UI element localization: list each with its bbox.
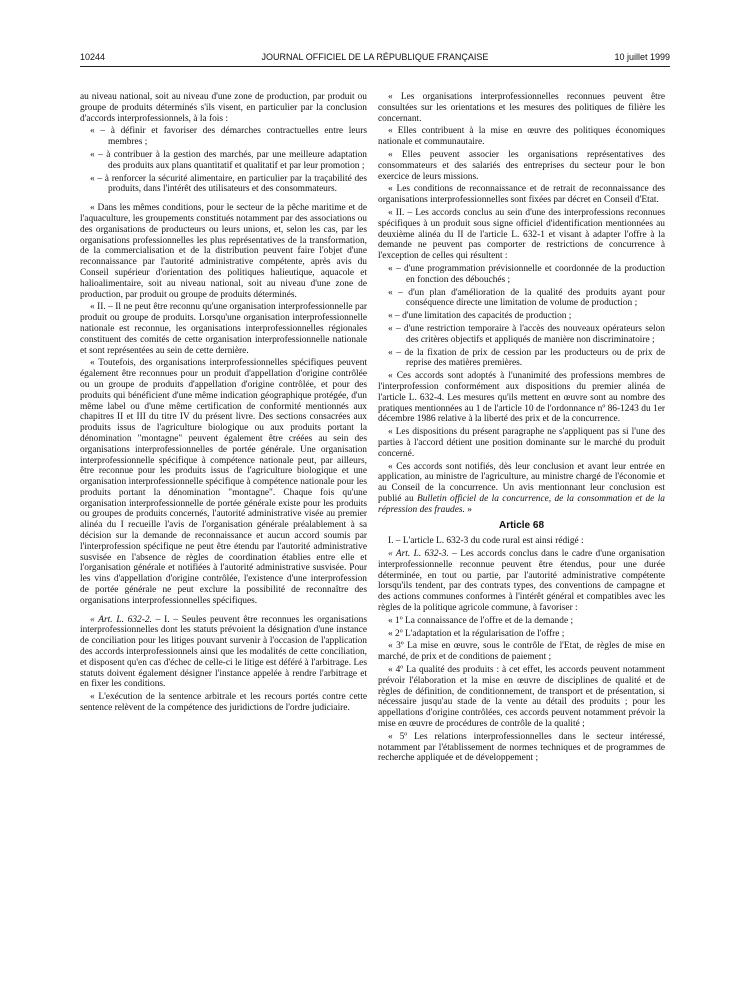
numbered-item: « 1º La connaissance de l'offre et de la demande ; <box>388 615 574 626</box>
list-item: « – d'une limitation des capacités de production ; <box>388 311 572 322</box>
numbered-item: « 4º La qualité des produits : à cet effet, les accords peuvent notamment prévoir l'élaboration et la mise en œuvre de disciplines de qualité et de règles de définition, de conditionnement, de transport et de présentation, si nécessaire jusqu'au stade de la vente au détail des produits ; pour les appellations d'origine contrôlées, ces accords peuvent notamment prévoir la mise en œuvre de procédures de contrôle de la qualité ; <box>378 665 665 730</box>
paragraph-text: – Les accords conclus dans le cadre d'une organisation interprofessionnelle reconnue peuvent être étendus, pour une durée déterminée, en tout ou partie, par l'autorité administrative compétente lorsqu'ils tendent, par des contrats types, des conventions de campagne et des actions communes conformes à l'intérêt général et compatibles avec les règles de la politique agricole commune, à favoriser : <box>378 549 665 614</box>
list-item: « – de la fixation de prix de cession par les producteurs ou de prix de reprise des matières premières. <box>388 347 665 369</box>
page-number: 10244 <box>80 52 106 62</box>
list-item: « – d'une programmation prévisionnelle et coordonnée de la production en fonction des débouchés ; <box>388 263 665 285</box>
numbered-item: « 2º L'adaptation et la régularisation de l'offre ; <box>388 628 565 639</box>
header-rule <box>80 66 670 67</box>
paragraph: « Les dispositions du présent paragraphe ne s'appliquent pas si l'une des parties à l'accord détient une position dominante sur le marché du produit concerné. <box>378 427 665 459</box>
paragraph: « Dans les mêmes conditions, pour le secteur de la pêche maritime et de l'aquaculture, les groupements constitués notamment par des associations ou des organisations de producteurs ou leurs unions, et, selon les cas, par les organisations professionnelles les plus représentatives de la transformation, de la commercialisation et de la distribution peuvent faire l'objet d'une reconnaissance par l'autorité administrative compétente, après avis du Conseil supérieur d'orientation des politiques halieutique, aquacole et halioalimentaire, soit au niveau national, soit au niveau d'une zone de production, par produit ou groupe de produits déterminés. <box>80 203 367 300</box>
list-item: « – à contribuer à la gestion des marchés, par une meilleure adaptation des produits aux plans quantitatif et qualitatif et par leur promotion ; <box>90 149 367 171</box>
list-item: « – à renforcer la sécurité alimentaire, en particulier par la traçabilité des produits, dans l'intérêt des utilisateurs et des consommateurs. <box>90 173 367 195</box>
numbered-item: « 5º Les relations interprofessionnelles dans le secteur intéressé, notamment par l'établissement de normes techniques et de programmes de recherche appliquée et de développement ; <box>378 731 665 764</box>
left-column <box>80 92 367 716</box>
closing-quote: » <box>464 504 472 515</box>
list-item: « – d'une restriction temporaire à l'accès des nouveaux opérateurs selon des critères objectifs et appliqués de manière non discriminatoire ; <box>388 323 665 345</box>
paragraph: « Elles contribuent à la mise en œuvre des politiques économiques nationale et communautaire. <box>378 126 665 148</box>
list-item: « – à définir et favoriser des démarches contractuelles entre leurs membres ; <box>90 126 367 148</box>
paragraph: « Les organisations interprofessionnelles reconnues peuvent être consultées sur les orientations et les mesures des politiques de filière les concernant. <box>378 92 665 124</box>
article-heading: Article 68 <box>498 520 545 532</box>
paragraph: « Elles peuvent associer les organisations représentatives des consommateurs et des salariés des entreprises du secteur pour le bon exercice de leurs missions. <box>378 149 665 182</box>
paragraph <box>378 462 665 516</box>
numbered-item: « 3º La mise en œuvre, sous le contrôle de l'Etat, de règles de mise en marché, de prix et de conditions de paiement ; <box>378 641 665 663</box>
article-reference: « Art. L. 632-3. <box>388 549 449 560</box>
paragraph-text: – I. – Seules peuvent être reconnues les organisations interprofessionnelles dont les statuts prévoient la désignation d'une instance de conciliation pour les litiges pouvant survenir à l'occasion de l'application des accords interprofessionnels ainsi que les modalités de cette conciliation, et disposent qu'en cas d'échec de celle-ci le litige est déféré à l'arbitrage. Les statuts doivent également désigner l'instance appelée à rendre l'arbitrage et en fixer les conditions. <box>80 614 367 690</box>
paragraph: au niveau national, soit au niveau d'une zone de production, par produit ou groupe de produits déterminés s'ils visent, en particulier par la conclusion d'accords interprofessionnels, à la fois : <box>80 92 367 124</box>
publication-date: 10 juillet 1999 <box>614 52 670 62</box>
paragraph: « II. – Les accords conclus au sein d'une des interprofessions reconnues spécifiques à un produit sous signe officiel d'identification mentionnées au deuxième alinéa du II de l'article L. 632-1 et visant à adapter l'offre à la demande ne peuvent pas comporter de restrictions de concurrence à l'exception de celles qui résultent : <box>378 207 665 262</box>
right-column <box>378 92 665 766</box>
article-reference: « Art. L. 632-2. <box>90 614 152 625</box>
page-header <box>80 52 670 66</box>
bulletin-title: Bulletin officiel de la concurrence, de la consommation et de la répression des fraudes. <box>378 493 665 515</box>
paragraph-text: « Ces accords sont notifiés, dès leur conclusion et avant leur entrée en application, au ministre de l'agriculture, au ministre chargé de l'économie et au Conseil de la concurrence. Un avis mentionnant leur conclusion est publié au <box>378 461 665 504</box>
article-l632-3-paragraph <box>378 549 665 614</box>
paragraph: « Les conditions de reconnaissance et de retrait de reconnaissance des organisations interprofessionnelles sont fixées par décret en Conseil d'Etat. <box>378 184 665 206</box>
paragraph: « Toutefois, des organisations interprofessionnelles spécifiques peuvent également être reconnues pour un produit d'appellation d'origine contrôlée ou un groupe de produits d'appellation d'origine contrôlée, et pour des produits qui bénéficient d'une même indication géographique protégée, d'un même label ou d'une même certification de conformité mentionnés aux chapitres II et III du titre IV du présent livre. Des sections consacrées aux produits issus de l'agriculture biologique ou aux produits portant la dénomination "montagne" peuvent également être créées au sein des organisations interprofessionnelles de portée générale. Une organisation interprofessionnelle spécifique à compétence nationale peut, par ailleurs, être reconnue pour les produits issus de l'agriculture biologique et une organisation interprofessionnelle spécifique à compétence nationale pour les produits portant la dénomination "montagne". Chaque fois qu'une organisation interprofessionnelle de portée générale existe pour les produits ou groupes de produits concernés, l'autorité administrative visée au premier alinéa du I recueille l'avis de l'organisation générale préalablement à sa décision sur la demande de reconnaissance et aucun accord soumis par l'interprofession spécifique ne peut être étendu par l'autorité administrative susvisée en l'absence de règles de coordination établies entre elle et l'organisation générale et notifiées à l'autorité administrative susvisée. Pour les vins d'appellation d'origine contrôlée, l'existence d'une interprofession de portée générale ne peut exclure la possibilité de reconnaître des organisations interprofessionnelles spécifiques. <box>80 358 367 606</box>
article-l632-2-paragraph <box>80 615 367 691</box>
paragraph: « II. – Il ne peut être reconnu qu'une organisation interprofessionnelle par produit ou groupe de produits. Lorsqu'une organisation interprofessionnelle nationale est reconnue, les organisations interprofessionnelles régionales constituent des comités de cette organisation interprofessionnelle nationale et sont représentées au sein de cette dernière. <box>80 302 367 356</box>
paragraph: « Ces accords sont adoptés à l'unanimité des professions membres de l'interprofession conformément aux dispositions du premier alinéa de l'article L. 632-4. Les mesures qu'ils mettent en œuvre sont au nombre des pratiques mentionnées au 1 de l'article 10 de l'ordonnance nº 86-1243 du 1er décembre 1986 relative à la liberté des prix et de la concurrence. <box>378 371 665 425</box>
list-item: « – d'un plan d'amélioration de la qualité des produits ayant pour conséquence directe une limitation de volume de production ; <box>388 287 665 309</box>
paragraph: « L'exécution de la sentence arbitrale et les recours portés contre cette sentence relèvent de la compétence des juridictions de l'ordre judiciaire. <box>80 692 367 714</box>
journal-title: JOURNAL OFFICIEL DE LA RÉPUBLIQUE FRANÇAISE <box>261 52 489 62</box>
paragraph: I. – L'article L. 632-3 du code rural est ainsi rédigé : <box>388 536 584 547</box>
